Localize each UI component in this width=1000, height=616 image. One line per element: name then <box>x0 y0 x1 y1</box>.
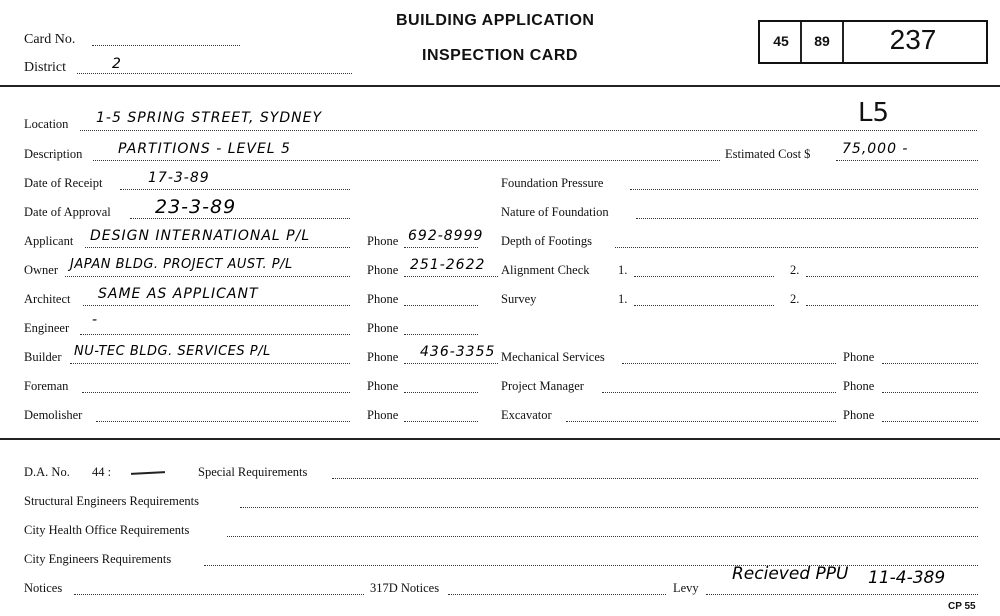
da-no-value: 44 : <box>92 465 112 479</box>
builder-phone-value: 436-3355 <box>420 344 496 360</box>
alignment-1-field[interactable] <box>634 276 774 277</box>
engineer-field[interactable] <box>80 334 350 335</box>
owner-value: JAPAN BLDG. PROJECT AUST. P/L <box>70 257 293 272</box>
da-no-dash <box>131 471 165 475</box>
project-manager-phone-field[interactable] <box>882 392 978 393</box>
architect-label: Architect <box>24 292 71 306</box>
foreman-phone-field[interactable] <box>404 392 478 393</box>
box-divider <box>842 22 844 62</box>
builder-field[interactable] <box>70 363 350 364</box>
date-approval-value: 23-3-89 <box>155 196 237 218</box>
architect-value: SAME AS APPLICANT <box>98 286 259 302</box>
foreman-field[interactable] <box>82 392 350 393</box>
box-cell-1: 45 <box>773 33 789 49</box>
location-label: Location <box>24 117 69 131</box>
notices-317d-field[interactable] <box>448 594 666 595</box>
project-manager-field[interactable] <box>602 392 836 393</box>
card-no-label: Card No. <box>24 32 76 47</box>
levy-field[interactable] <box>706 594 978 595</box>
header-rule <box>0 85 1000 87</box>
description-field[interactable] <box>93 160 720 161</box>
special-req-field[interactable] <box>332 478 978 479</box>
date-approval-field[interactable] <box>130 218 350 219</box>
project-manager-phone-label: Phone <box>843 379 875 393</box>
architect-phone-label: Phone <box>367 292 399 306</box>
foundation-pressure-label: Foundation Pressure <box>501 176 604 190</box>
date-receipt-value: 17-3-89 <box>148 170 210 186</box>
excavator-field[interactable] <box>566 421 836 422</box>
foundation-pressure-field[interactable] <box>630 189 978 190</box>
da-no-label: D.A. No. <box>24 465 70 479</box>
box-cell-3: 237 <box>889 24 937 55</box>
section-rule <box>0 438 1000 440</box>
owner-label: Owner <box>24 263 59 277</box>
structural-label: Structural Engineers Requirements <box>24 494 199 508</box>
levy-date: 11-4-389 <box>868 568 946 588</box>
notices-field[interactable] <box>74 594 364 595</box>
levy-label: Levy <box>673 581 699 595</box>
excavator-phone-label: Phone <box>843 408 875 422</box>
alignment-1-label: 1. <box>618 263 628 277</box>
demolisher-field[interactable] <box>96 421 350 422</box>
survey-2-label: 2. <box>790 292 800 306</box>
foreman-phone-label: Phone <box>367 379 399 393</box>
survey-1-field[interactable] <box>634 305 774 306</box>
survey-1-label: 1. <box>618 292 628 306</box>
district-label: District <box>24 60 66 75</box>
date-receipt-label: Date of Receipt <box>24 176 103 190</box>
applicant-value: DESIGN INTERNATIONAL P/L <box>90 228 311 244</box>
demolisher-phone-field[interactable] <box>404 421 478 422</box>
owner-phone-label: Phone <box>367 263 399 277</box>
applicant-phone-field[interactable] <box>404 247 478 248</box>
engineer-phone-label: Phone <box>367 321 399 335</box>
foreman-label: Foreman <box>24 379 69 393</box>
card-no-field[interactable] <box>92 45 240 46</box>
survey-2-field[interactable] <box>806 305 978 306</box>
notices-317d-label: 317D Notices <box>370 581 440 595</box>
form-title-line2: INSPECTION CARD <box>422 47 578 64</box>
location-value: 1-5 SPRING STREET, SYDNEY <box>96 110 323 126</box>
description-value: PARTITIONS - LEVEL 5 <box>118 141 291 157</box>
project-manager-label: Project Manager <box>501 379 584 393</box>
city-health-field[interactable] <box>227 536 978 537</box>
owner-phone-field[interactable] <box>404 276 498 277</box>
demolisher-label: Demolisher <box>24 408 83 422</box>
alignment-check-label: Alignment Check <box>501 263 590 277</box>
notices-label: Notices <box>24 581 63 595</box>
alignment-2-label: 2. <box>790 263 800 277</box>
architect-phone-field[interactable] <box>404 305 478 306</box>
applicant-phone-value: 692-8999 <box>408 228 484 244</box>
location-field[interactable] <box>80 130 977 131</box>
depth-footings-label: Depth of Footings <box>501 234 592 248</box>
district-field[interactable] <box>77 73 352 74</box>
depth-footings-field[interactable] <box>615 247 978 248</box>
estimated-cost-label: Estimated Cost $ <box>725 147 811 161</box>
form-title-line1: BUILDING APPLICATION <box>396 12 595 29</box>
description-label: Description <box>24 147 83 161</box>
owner-field[interactable] <box>65 276 350 277</box>
district-value: 2 <box>112 56 122 72</box>
date-approval-label: Date of Approval <box>24 205 111 219</box>
demolisher-phone-label: Phone <box>367 408 399 422</box>
mechanical-field[interactable] <box>622 363 836 364</box>
estimated-cost-field[interactable] <box>836 160 978 161</box>
engineer-phone-field[interactable] <box>404 334 478 335</box>
box-cell-2: 89 <box>814 33 830 49</box>
applicant-label: Applicant <box>24 234 74 248</box>
builder-label: Builder <box>24 350 62 364</box>
engineer-value: - <box>92 312 99 328</box>
mechanical-label: Mechanical Services <box>501 350 605 364</box>
city-health-label: City Health Office Requirements <box>24 523 190 537</box>
mechanical-phone-field[interactable] <box>882 363 978 364</box>
engineer-label: Engineer <box>24 321 70 335</box>
excavator-label: Excavator <box>501 408 552 422</box>
date-receipt-field[interactable] <box>120 189 350 190</box>
city-engineers-field[interactable] <box>204 565 978 566</box>
applicant-phone-label: Phone <box>367 234 399 248</box>
excavator-phone-field[interactable] <box>882 421 978 422</box>
levy-value: Recieved PPU <box>732 564 849 584</box>
city-engineers-label: City Engineers Requirements <box>24 552 172 566</box>
nature-foundation-label: Nature of Foundation <box>501 205 609 219</box>
location-note: L5 <box>858 98 890 128</box>
estimated-cost-value: 75,000 - <box>842 141 909 157</box>
builder-phone-label: Phone <box>367 350 399 364</box>
mechanical-phone-label: Phone <box>843 350 875 364</box>
architect-field[interactable] <box>83 305 350 306</box>
survey-label: Survey <box>501 292 537 306</box>
nature-foundation-field[interactable] <box>636 218 978 219</box>
builder-value: NU-TEC BLDG. SERVICES P/L <box>74 344 271 359</box>
applicant-field[interactable] <box>85 247 350 248</box>
builder-phone-field[interactable] <box>404 363 498 364</box>
alignment-2-field[interactable] <box>806 276 978 277</box>
structural-field[interactable] <box>240 507 978 508</box>
owner-phone-value: 251-2622 <box>410 257 486 273</box>
special-req-label: Special Requirements <box>198 465 308 479</box>
form-code: CP 55 <box>948 601 976 612</box>
